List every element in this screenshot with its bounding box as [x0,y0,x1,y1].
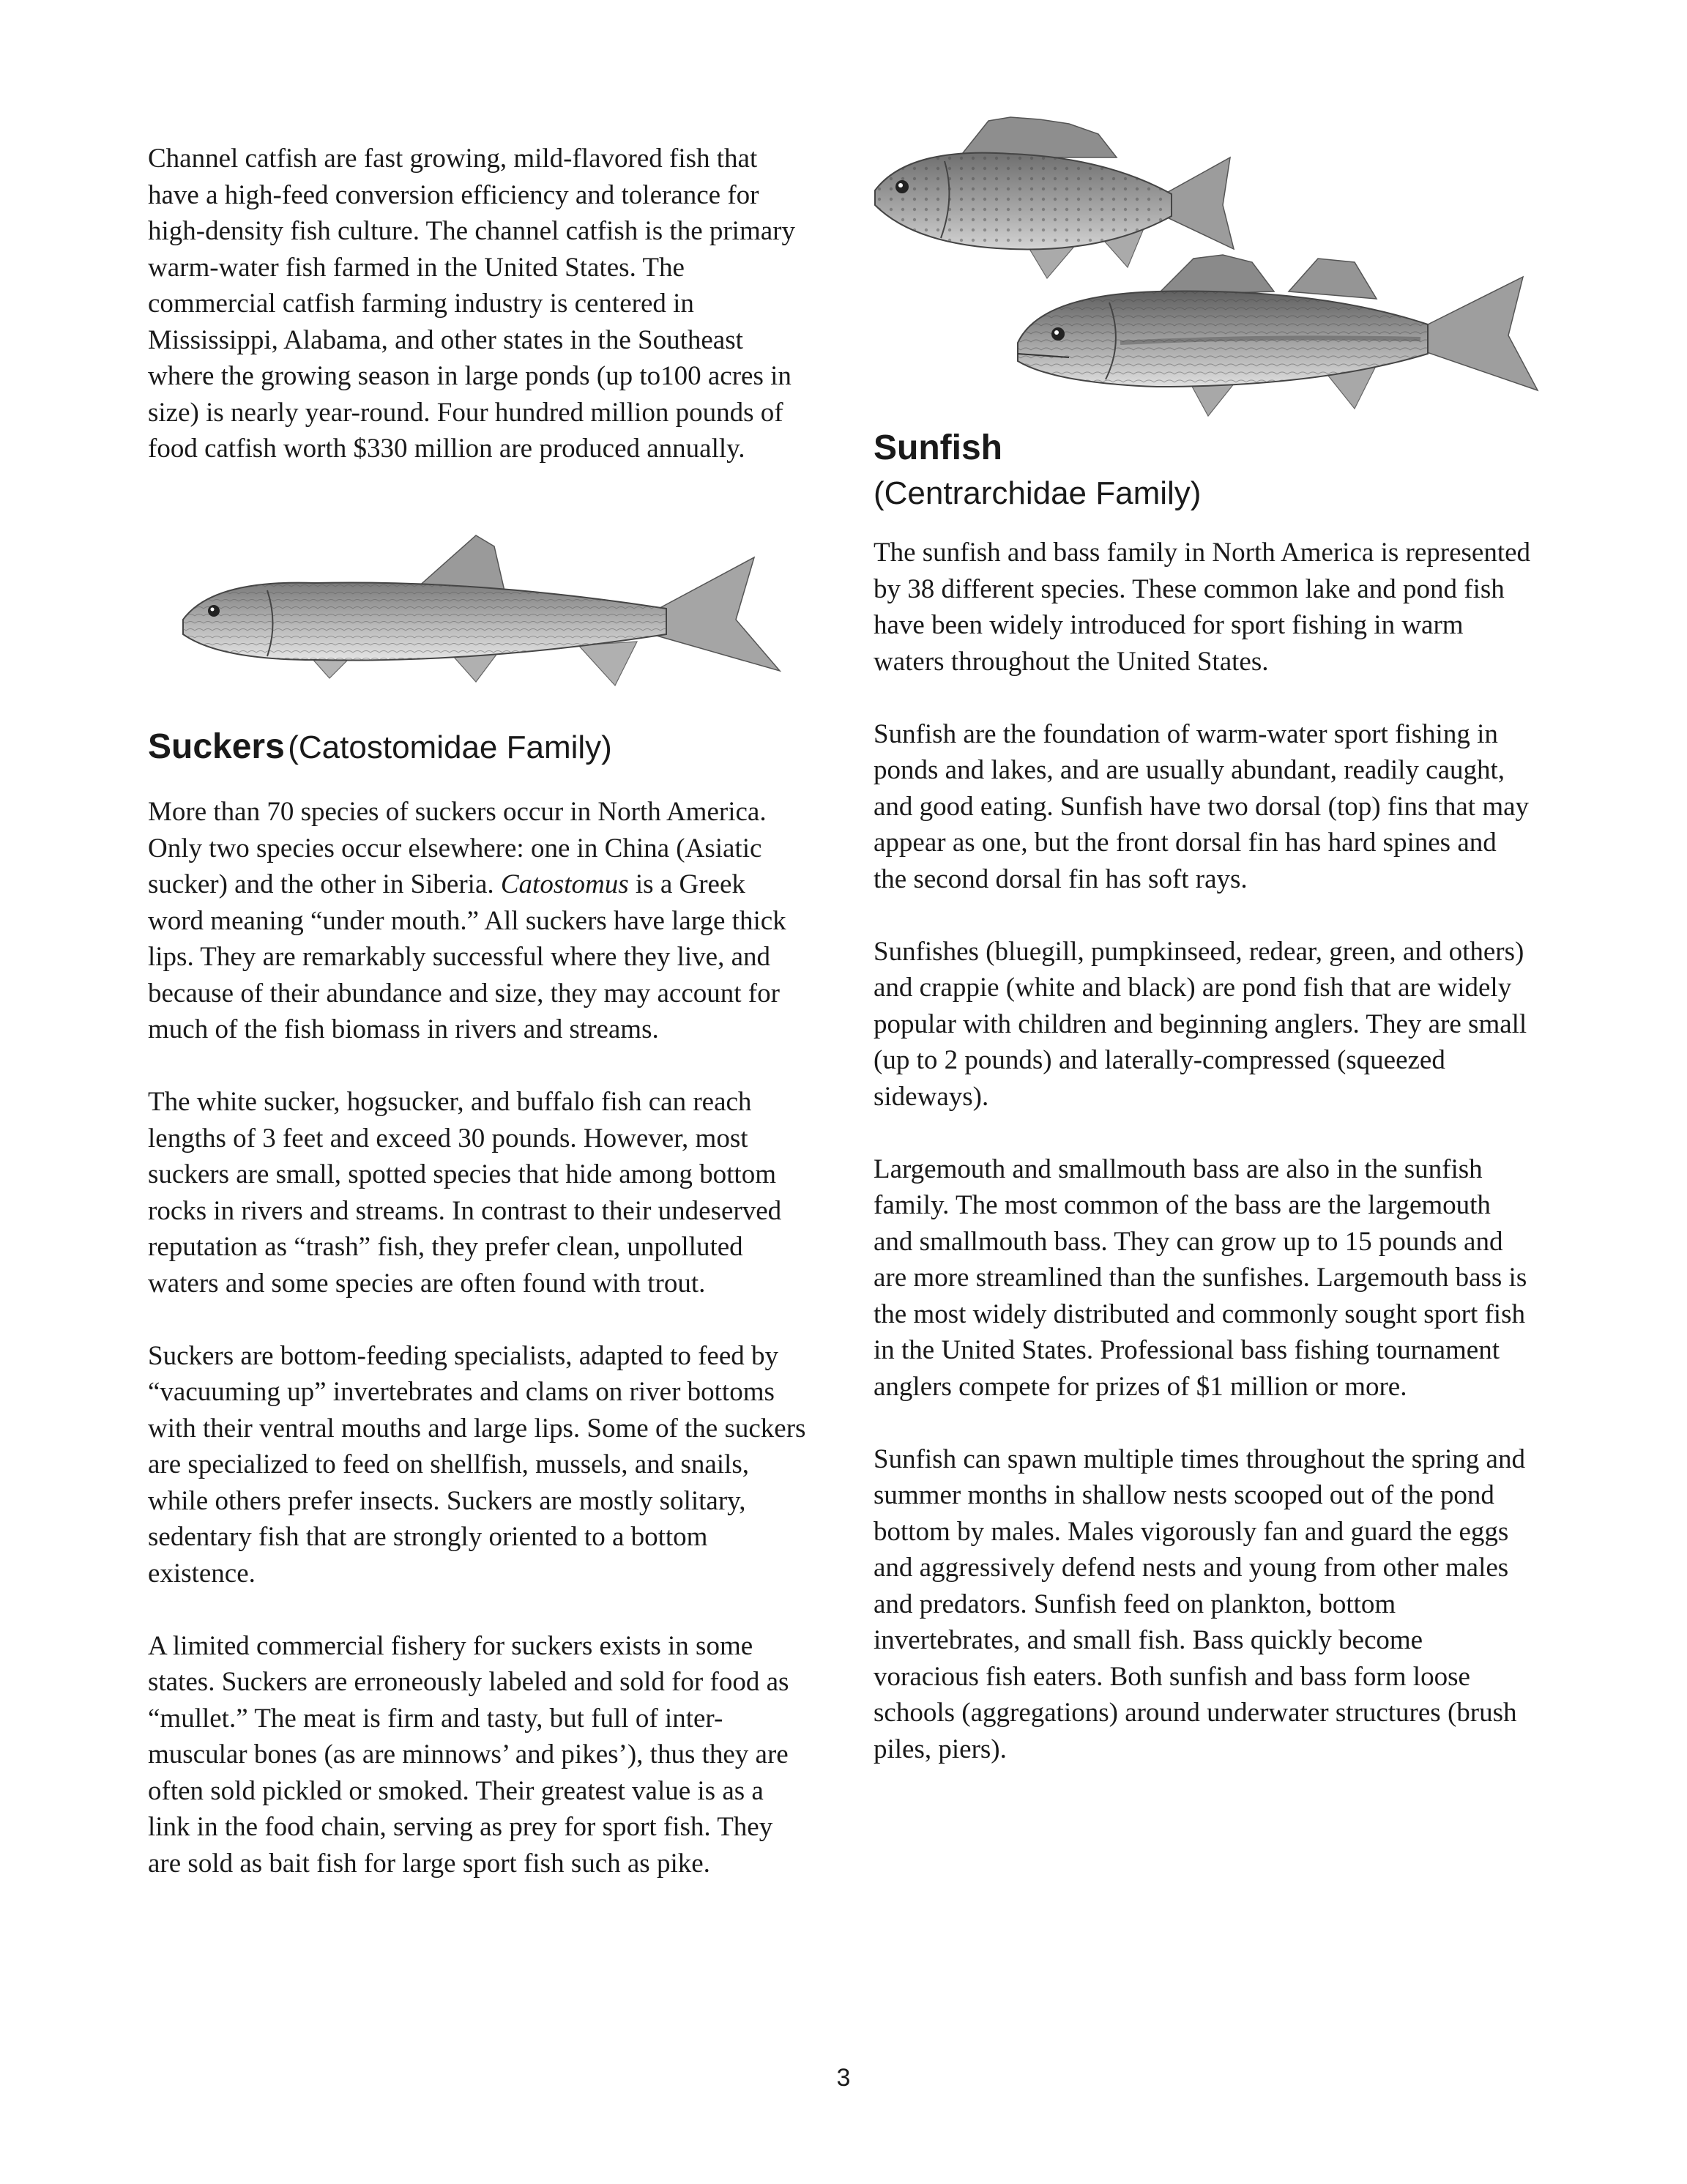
sunfish-heading [874,425,1201,516]
bass-illustration [1010,233,1552,434]
suckers-paragraph-3: Suckers are bottom-feeding specialists, adapted to feed by “vacuuming up” invertebrates and clams on river bottoms with their ventral mouths and large lips. Some of the suckers are specialized to feed on shellfish, mussels, and snails, while others prefer insects. Suckers are mostly solitary, sedentary fish that are strongly oriented to a bottom existence. [148,1340,806,1589]
sunfish-family: (Centrarchidae Family) [874,475,1202,511]
sunfish-paragraph-3: Sunfishes (bluegill, pumpkinseed, redear, green, and others) and crappie (white and black) are pond fish that are widely popular with children and beginning anglers. They are small (up to 2 pounds) and laterally-compressed (squeezed sideways). [874,936,1527,1112]
suckers-family: (Catostomidae Family) [288,729,612,765]
suckers-text [148,794,807,1882]
sunfish-paragraph-1: The sunfish and bass family in North America is represented by 38 different species. These common lake and pond fish have been widely introduced for sport fishing in warm waters throughout the United States. [874,538,1531,677]
sunfish-paragraph-4: Largemouth and smallmouth bass are also in the sunfish family. The most common of the bass are the largemouth and smallmouth bass. They can grow up to 15 pounds and are more streamlined than the sunfishes. Largemouth bass is the most widely distributed and commonly sought sport fish in the United States. Professional bass fishing tournament anglers compete for prizes of $1 million or more. [874,1154,1527,1402]
suckers-title: Suckers [148,727,285,766]
sunfish-text [874,535,1533,1767]
page-number: 3 [836,2064,851,2092]
sunfish-paragraph-5: Sunfish can spawn multiple times throughout the spring and summer months in shallow nests scooped out of the pond bottom by males. Males vigorously fan and guard the eggs and aggressively defend nests and young from other males and predators. Sunfish feed on plankton, bottom invertebrates, and small fish. Bass quickly become voracious fish eaters. Both sunfish and bass form loose schools (aggregations) around underwater structures (brush piles, piers). [874,1444,1525,1764]
suckers-paragraph-2: The white sucker, hogsucker, and buffalo fish can reach lengths of 3 feet and exceed 30 pounds. However, most suckers are small, spotted species that hide among bottom rocks in rivers and streams. In contrast to their undeserved reputation as “trash” fish, they prefer clean, unpolluted waters and some species are often found with trout. [148,1087,782,1299]
sunfish-title: Sunfish [874,428,1002,467]
sucker-fish-illustration [168,524,791,707]
suckers-paragraph-1: More than 70 species of suckers occur in North America. Only two species occur elsewhere: one in China (Asiatic sucker) and the other in Siberia. Catostomus is a Greek word meaning “under mouth.” All suckers have large thick lips. They are remarkably successful where they live, and because of their abundance and size, they may account for much of the fish biomass in rivers and streams. [148,797,786,1044]
suckers-heading [148,724,612,779]
sunfish-paragraph-2: Sunfish are the foundation of warm-water sport fishing in ponds and lakes, and are usually abundant, readily caught, and good eating. Sunfish have two dorsal (top) fins that may appear as one, but the front dorsal fin has hard spines and the second dorsal fin has soft rays. [874,718,1530,894]
catfish-paragraph: Channel catfish are fast growing, mild-flavored fish that have a high-feed conversion efficiency and tolerance for high-density fish culture. The channel catfish is the primary warm-water fish farmed in the United States. The commercial catfish farming industry is centered in Mississippi, Alabama, and other states in the Southeast where the growing season in large ponds (up to100 acres in size) is nearly year-round. Four hundred million pounds of food catfish worth $330 million are produced annually. [148,144,795,464]
catfish-text [148,141,807,467]
suckers-paragraph-4: A limited commercial fishery for suckers exists in some states. Suckers are erroneously labeled and sold for food as “mullet.” The meat is firm and tasty, but full of inter-muscular bones (as are minnows’ and pikes’), thus they are often sold pickled or smoked. Their greatest value is as a link in the food chain, serving as prey for sport fish. They are sold as bait fish for large sport fish such as pike. [148,1630,789,1879]
